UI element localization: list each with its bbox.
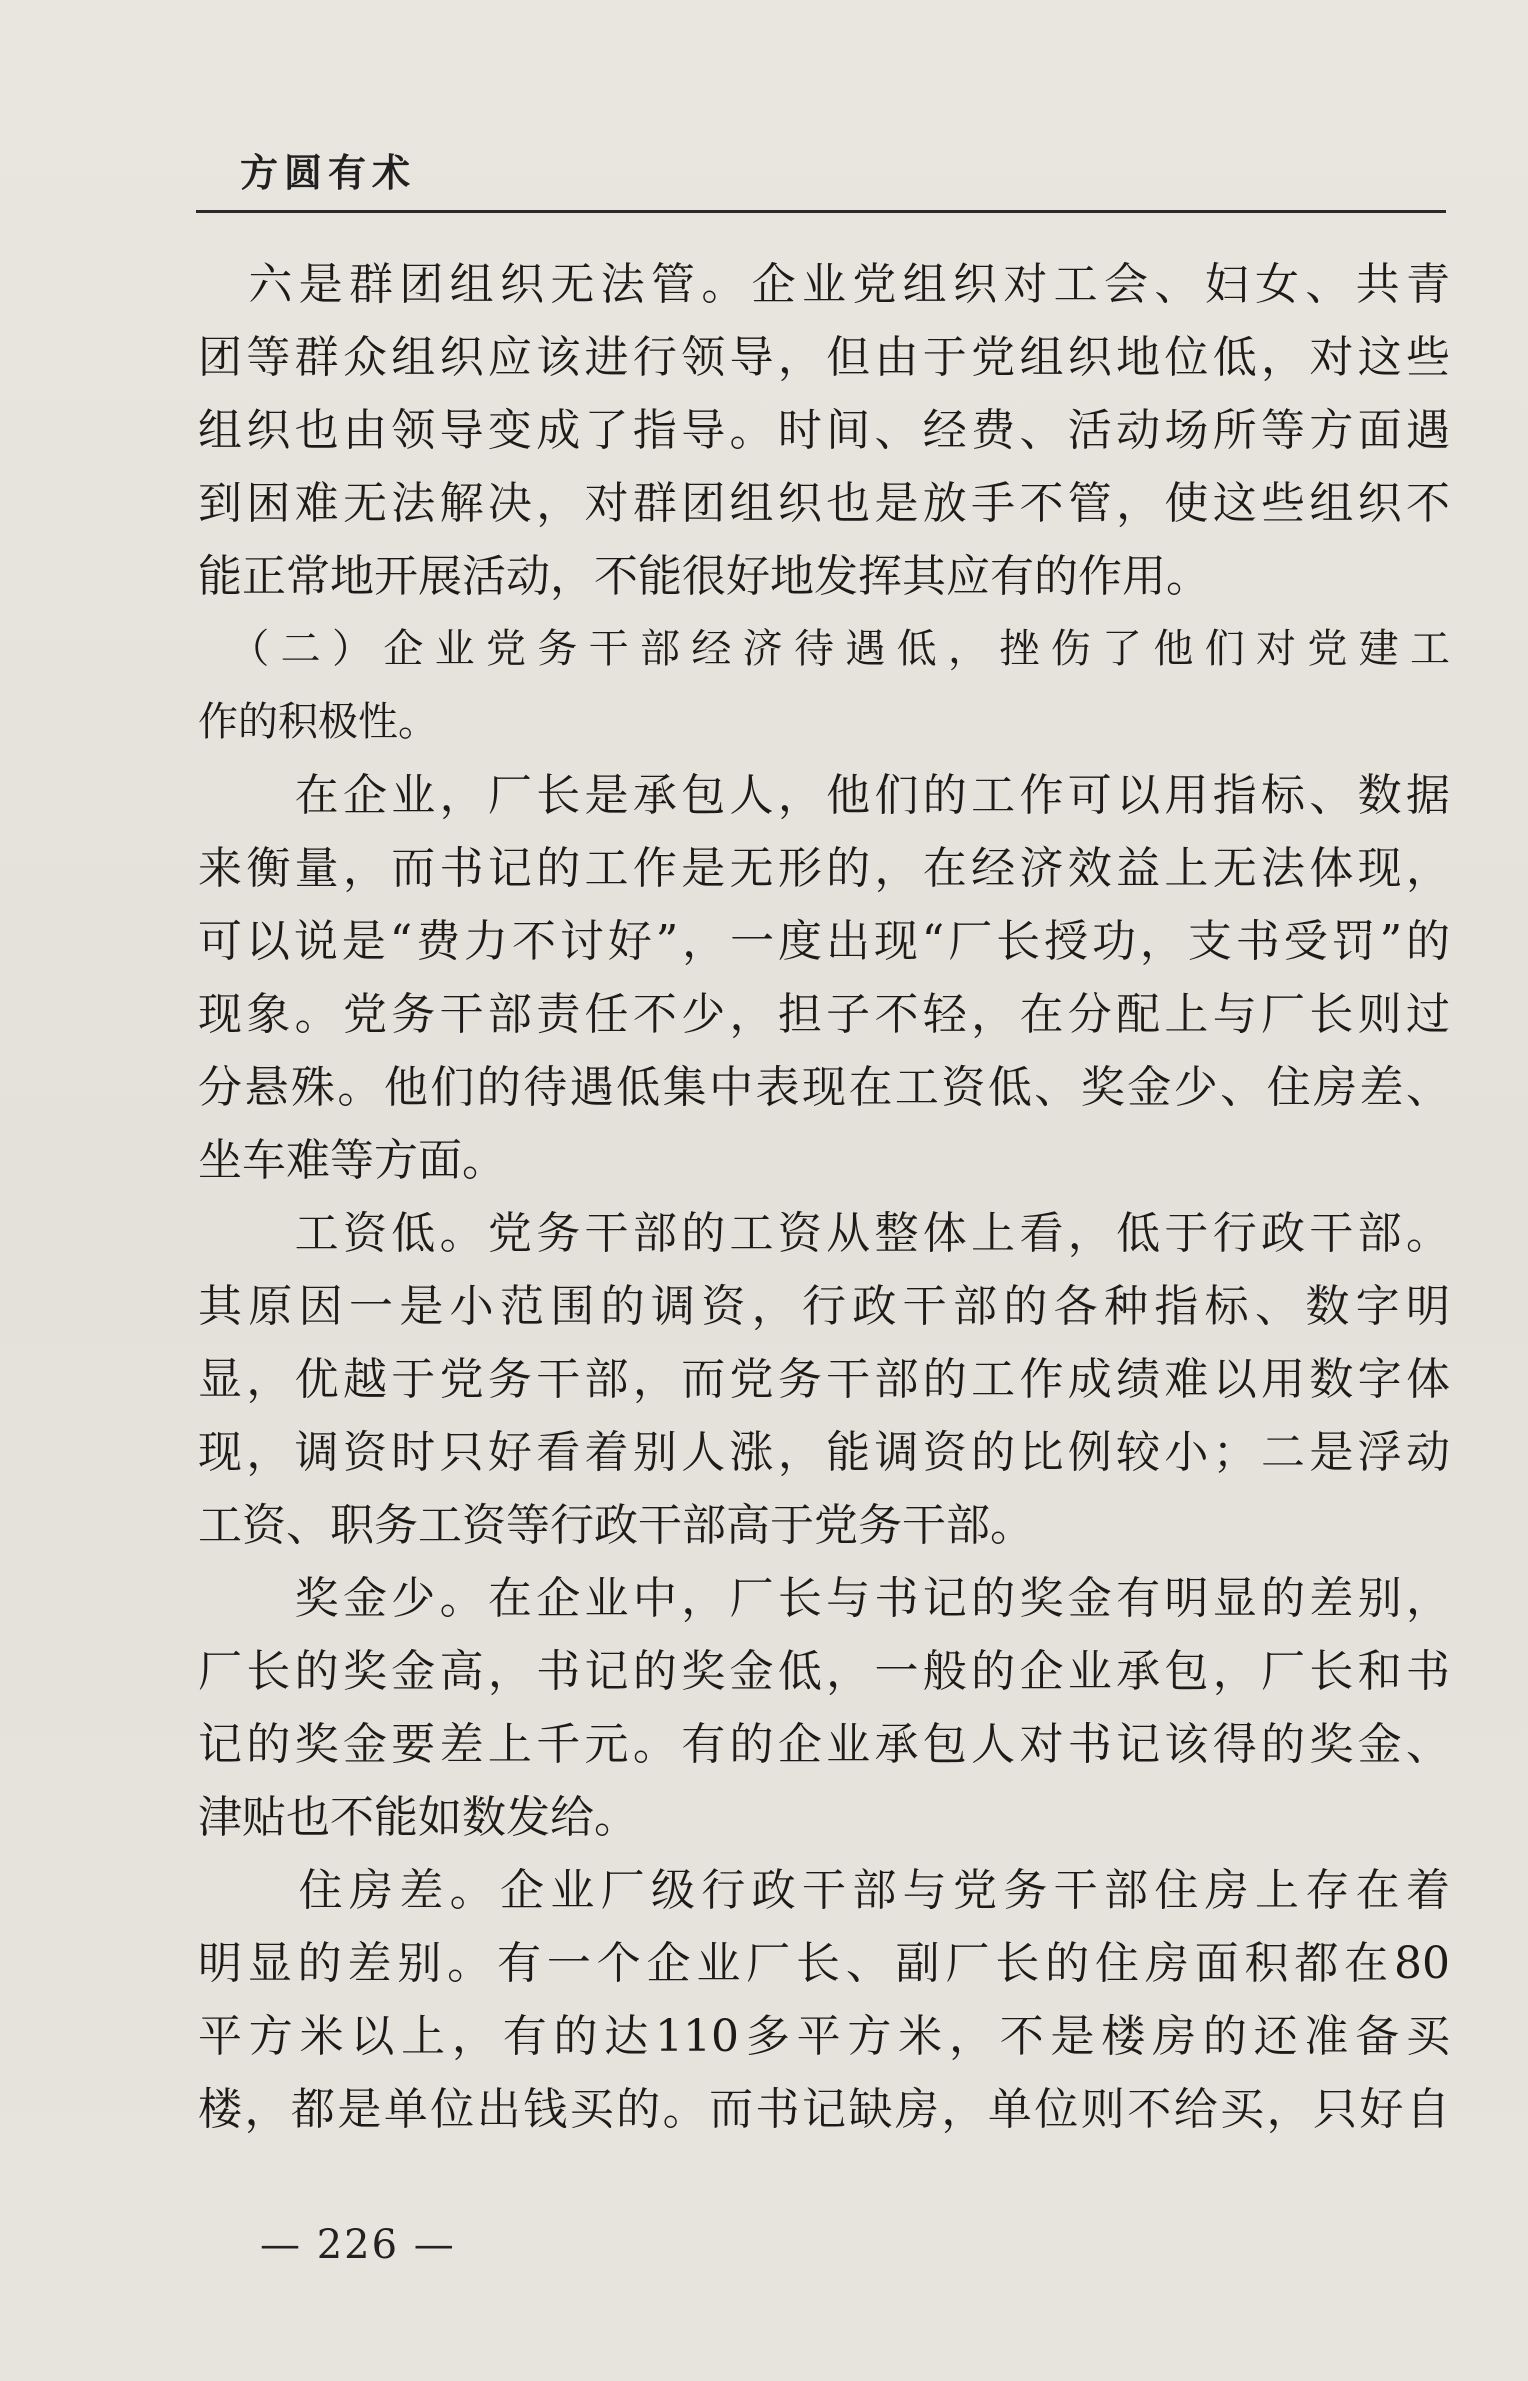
- text-line: 其原因一是小范围的调资，行政干部的各种指标、数字明: [198, 1281, 1450, 1332]
- text-line: 分悬殊。他们的待遇低集中表现在工资低、奖金少、住房差、: [198, 1062, 1450, 1113]
- text-line: 明显的差别。有一个企业厂长、副厂长的住房面积都在80: [198, 1938, 1450, 1989]
- text-line: 平方米以上，有的达110多平方米，不是楼房的还准备买: [198, 2011, 1450, 2062]
- running-header-title: 方圆有术: [240, 150, 417, 195]
- section-heading-line: 作的积极性。: [198, 699, 438, 745]
- text-line: 工资低。党务干部的工资从整体上看，低于行政干部。: [198, 1208, 1450, 1259]
- text-line: 坐车难等方面。: [198, 1135, 506, 1186]
- page-number: — 226 —: [260, 2222, 456, 2268]
- text-line: 津贴也不能如数发给。: [198, 1792, 638, 1843]
- text-line: 组织也由领导变成了指导。时间、经费、活动场所等方面遇: [198, 405, 1450, 456]
- text-line: 到困难无法解决，对群团组织也是放手不管，使这些组织不: [198, 478, 1450, 529]
- text-line: 六是群团组织无法管。企业党组织对工会、妇女、共青: [198, 259, 1450, 310]
- text-line: 楼，都是单位出钱买的。而书记缺房，单位则不给买，只好自: [198, 2084, 1450, 2135]
- body-text: [198, 248, 1450, 2146]
- text-line: 住房差。企业厂级行政干部与党务干部住房上存在着: [198, 1865, 1450, 1916]
- text-line: 现，调资时只好看着别人涨，能调资的比例较小；二是浮动: [198, 1427, 1450, 1478]
- text-line: 工资、职务工资等行政干部高于党务干部。: [198, 1500, 1034, 1551]
- text-line: 记的奖金要差上千元。有的企业承包人对书记该得的奖金、: [198, 1719, 1450, 1770]
- text-line: 显，优越于党务干部，而党务干部的工作成绩难以用数字体: [198, 1354, 1450, 1405]
- text-line: 在企业，厂长是承包人，他们的工作可以用指标、数据: [198, 770, 1450, 821]
- text-line: 团等群众组织应该进行领导，但由于党组织地位低，对这些: [198, 332, 1450, 383]
- section-heading-line: （二）企业党务干部经济待遇低，挫伤了他们对党建工: [198, 626, 1450, 672]
- text-line: 厂长的奖金高，书记的奖金低，一般的企业承包，厂长和书: [198, 1646, 1450, 1697]
- text-line: 现象。党务干部责任不少，担子不轻，在分配上与厂长则过: [198, 989, 1450, 1040]
- text-line: 能正常地开展活动，不能很好地发挥其应有的作用。: [198, 551, 1210, 602]
- header-rule: [196, 210, 1446, 213]
- text-line: 奖金少。在企业中，厂长与书记的奖金有明显的差别，: [198, 1573, 1450, 1624]
- text-line: 来衡量，而书记的工作是无形的，在经济效益上无法体现，: [198, 843, 1450, 894]
- text-line: 可以说是“费力不讨好”，一度出现“厂长授功，支书受罚”的: [198, 916, 1450, 967]
